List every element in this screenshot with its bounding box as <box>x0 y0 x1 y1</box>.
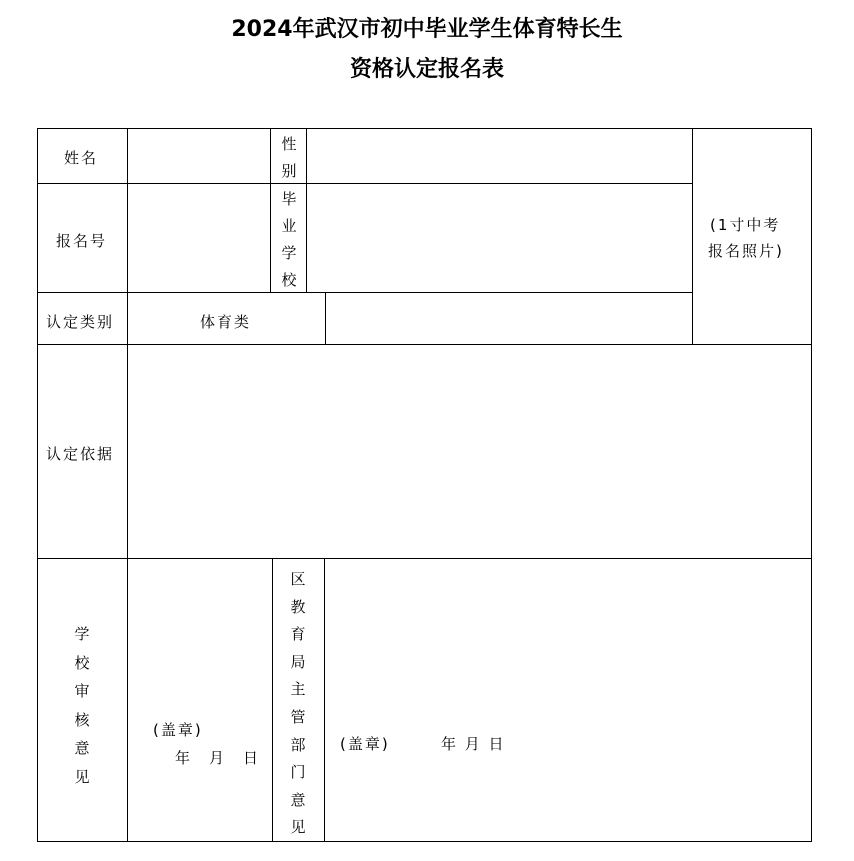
form-title-line1: 2024年武汉市初中毕业学生体育特长生 <box>231 17 623 42</box>
photo-placeholder-line1: (1寸中考 <box>710 216 781 234</box>
district-opinion-label-char: 育 <box>290 625 306 644</box>
school-opinion-label-char: 审 <box>74 682 90 700</box>
graduation-school-label <box>279 186 299 294</box>
form-title-line2: 资格认定报名表 <box>349 57 504 82</box>
district-date-text: 年 月 日 <box>441 735 506 753</box>
district-education-opinion-label <box>288 566 308 842</box>
table-rule <box>272 558 273 841</box>
district-opinion-label-char: 部 <box>290 735 306 754</box>
district-stamp-text: (盖章) <box>340 735 390 753</box>
school-opinion-label-char: 意 <box>74 739 90 757</box>
category-label: 认定类别 <box>46 313 115 331</box>
table-rule <box>127 128 128 842</box>
school-label-char: 学 <box>281 244 297 262</box>
district-opinion-label-char: 见 <box>290 818 306 837</box>
table-rule <box>692 128 693 344</box>
district-opinion-label-char: 区 <box>290 570 306 588</box>
table-border-left <box>37 128 38 842</box>
table-rule <box>37 558 812 559</box>
table-rule <box>37 344 812 345</box>
school-opinion-label-char: 见 <box>74 767 90 786</box>
district-opinion-label-char: 局 <box>290 652 306 671</box>
school-opinion-label-char: 核 <box>74 710 90 729</box>
basis-label: 认定依据 <box>46 445 115 463</box>
gender-label-char: 性 <box>281 135 297 153</box>
table-border-right <box>811 128 812 842</box>
school-label-char: 业 <box>281 217 297 235</box>
table-rule <box>325 292 326 344</box>
district-opinion-label-char: 管 <box>290 707 306 726</box>
gender-label <box>279 131 299 185</box>
district-opinion-label-char: 门 <box>290 763 306 782</box>
school-label-char: 校 <box>281 271 297 289</box>
table-border-bottom <box>37 841 812 842</box>
name-label: 姓名 <box>64 149 99 167</box>
registration-number-label: 报名号 <box>56 232 108 250</box>
school-date-text: 年 月 日 <box>175 749 261 767</box>
table-border-top <box>37 128 812 129</box>
school-review-opinion-label <box>72 620 92 791</box>
school-opinion-label-char: 学 <box>74 625 90 643</box>
table-rule <box>324 558 325 841</box>
district-opinion-label-char: 主 <box>290 680 306 699</box>
photo-placeholder-line2: 报名照片) <box>708 242 784 260</box>
category-value: 体育类 <box>200 313 252 331</box>
school-stamp-text: (盖章) <box>153 721 203 739</box>
school-opinion-label-char: 校 <box>74 653 90 672</box>
table-rule <box>270 128 271 292</box>
school-label-char: 毕 <box>281 190 297 208</box>
table-rule <box>306 128 307 292</box>
gender-label-char: 别 <box>281 162 297 180</box>
district-opinion-label-char: 意 <box>290 790 306 809</box>
table-rule <box>37 292 693 293</box>
table-rule <box>37 183 693 184</box>
district-opinion-label-char: 教 <box>290 597 306 616</box>
